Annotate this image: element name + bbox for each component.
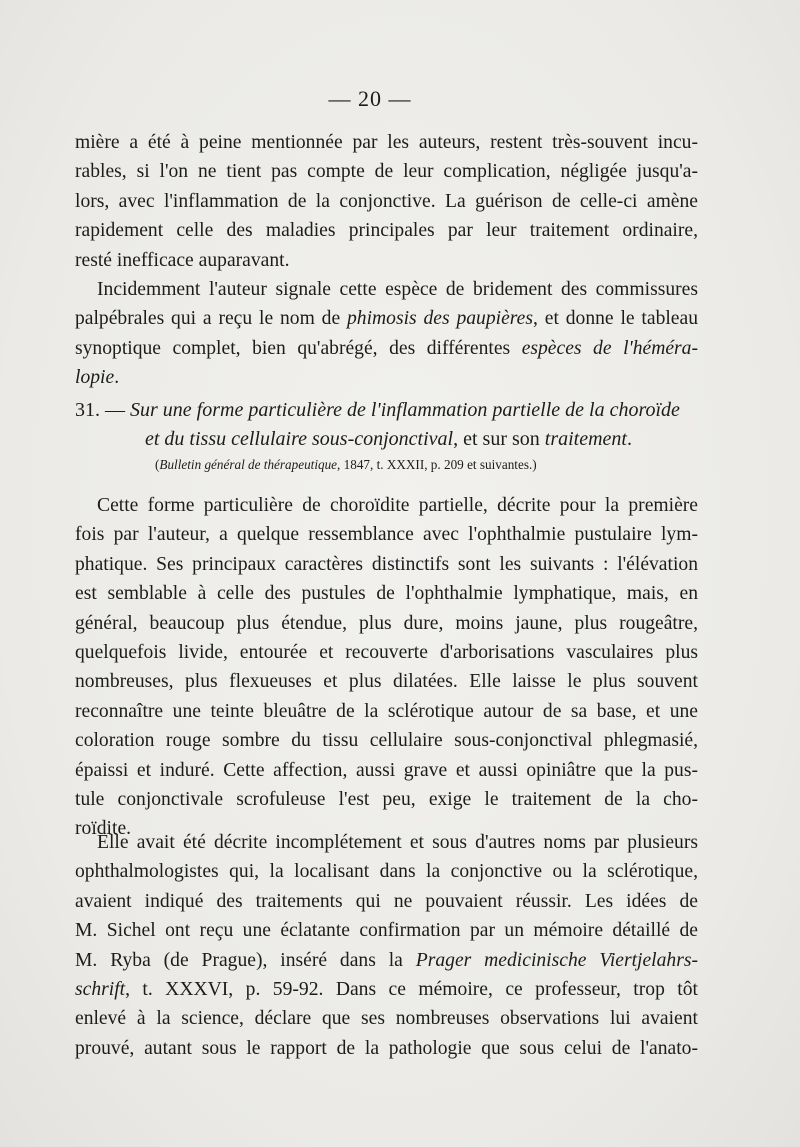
italic-term: espèces de l'héméra-	[521, 337, 698, 359]
text-run: synoptique complet, bien qu'abrégé, des différentes	[75, 337, 522, 359]
text-line: épaissi et induré. Cette affection, aussi grave et aussi opiniâtre que la pus-	[75, 759, 698, 781]
text-line: roïdite.	[75, 818, 132, 840]
citation-source: Bulletin général de thérapeutique	[159, 457, 338, 472]
text-line: nombreuses, plus flexueuses et plus dilatées. Elle laisse le plus souvent	[75, 671, 698, 693]
citation	[155, 457, 537, 473]
text-line: général, beaucoup plus étendue, plus dure, moins jaune, plus rougeâtre,	[75, 612, 698, 634]
text-line: Elle avait été décrite incomplétement et sous d'autres noms par plusieurs	[97, 832, 698, 853]
text-run: .	[114, 367, 120, 389]
citation-open: (	[155, 457, 160, 472]
text-line: enlevé à la science, déclare que ses nombreuses observations lui avaient	[75, 1008, 698, 1030]
text-line: Cette forme particulière de choroïdite partielle, décrite pour la première	[97, 495, 698, 516]
text-line	[75, 975, 698, 1004]
page-number: — 20 —	[328, 86, 412, 111]
text-line	[75, 334, 698, 363]
text-run: palpébrales qui a reçu le nom de	[75, 308, 347, 330]
text-run: , et donne le tableau	[533, 308, 698, 330]
text-line: lors, avec l'inflammation de la conjonctive. La guérison de celle-ci amène	[75, 190, 698, 212]
italic-term: Prager medicinische Viertjelahrs-	[415, 949, 698, 971]
text-line: phatique. Ses principaux caractères distinctifs sont les suivants : l'élévation	[75, 553, 698, 575]
section-title-line	[75, 396, 698, 425]
text-line: fois par l'auteur, a quelque ressemblance avec l'ophthalmie pustulaire lym-	[75, 524, 698, 546]
paragraph-continuation	[75, 128, 698, 393]
text-line: resté inefficace auparavant.	[75, 249, 290, 271]
text-line: M. Sichel ont reçu une éclatante confirmation par un mémoire détaillé de	[75, 920, 698, 942]
text-line: mière a été à peine mentionnée par les auteurs, restent très-souvent incu-	[75, 132, 698, 153]
section-title-line	[75, 425, 698, 454]
text-line	[75, 946, 698, 975]
text-line: avaient indiqué des traitements qui ne pouvaient réussir. Les idées de	[75, 890, 698, 912]
text-line: rables, si l'on ne tient pas compte de leur complication, négligée jusqu'a-	[75, 161, 698, 183]
italic-term: schrift	[75, 978, 126, 1000]
paragraph	[75, 491, 698, 844]
text-line: est semblable à celle des pustules de l'ophthalmie lymphatique, mais, en	[75, 583, 698, 605]
section-heading	[75, 396, 698, 454]
text-run: , et sur son	[453, 428, 545, 450]
text-run: .	[627, 428, 632, 450]
text-line: quelquefois livide, entourée et recouverte d'arborisations vasculaires plus	[75, 641, 698, 663]
text-line: Incidemment l'auteur signale cette espèce de bridement des commissures	[97, 278, 698, 300]
section-title: traitement	[544, 428, 627, 450]
text-line: prouvé, autant sous le rapport de la pathologie que sous celui de l'anato-	[75, 1037, 698, 1059]
section-number: 31.	[75, 399, 100, 421]
text-line: rapidement celle des maladies principales par leur traitement ordinaire,	[75, 220, 698, 242]
citation-details: , 1847, t. XXXII, p. 209 et suivantes.)	[337, 457, 537, 472]
text-run: , t. XXXVI, p. 59-92. Dans ce mémoire, ce professeur, trop tôt	[125, 978, 698, 1000]
section-title: Sur une forme particulière de l'inflammation partielle de la choroïde	[130, 399, 680, 421]
text-line: coloration rouge sombre du tissu cellulaire sous-conjonctival phlegmasié,	[75, 730, 698, 752]
section-dash: —	[100, 399, 130, 421]
text-line	[75, 363, 698, 392]
text-line	[75, 304, 698, 333]
italic-term: lopie	[75, 367, 115, 389]
text-run: M. Ryba (de Prague), inséré dans la	[75, 949, 416, 971]
text-line: ophthalmologistes qui, la localisant dans la conjonctive ou la sclérotique,	[75, 861, 698, 883]
text-line: tule conjonctivale scrofuleuse l'est peu, exige le traitement de la cho-	[75, 788, 698, 810]
text-line: reconnaître une teinte bleuâtre de la sclérotique autour de sa base, et une	[75, 700, 698, 722]
paragraph	[75, 828, 698, 1063]
section-title: et du tissu cellulaire sous-conjonctival	[145, 428, 454, 450]
italic-term: phimosis des paupières	[346, 308, 534, 330]
